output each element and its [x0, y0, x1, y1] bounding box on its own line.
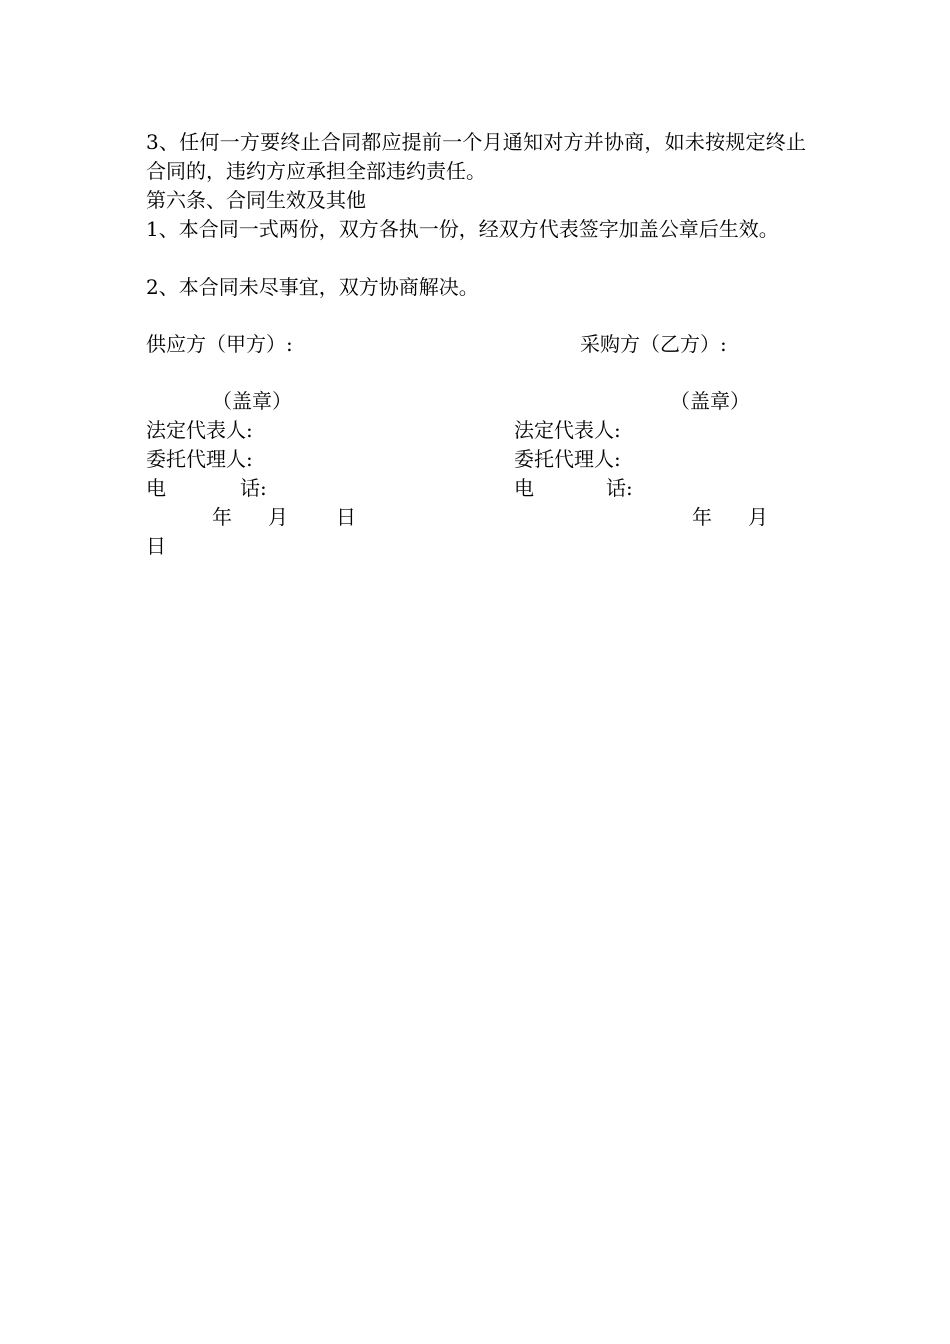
party-a-month: 月: [268, 505, 288, 529]
party-a-agent: 委托代理人:: [146, 447, 253, 471]
party-b-phone-char1: 电: [514, 476, 534, 500]
article-6-title: 第六条、合同生效及其他: [146, 188, 366, 212]
party-a-label: 供应方（甲方）:: [146, 332, 293, 356]
party-a-legal-rep: 法定代表人:: [146, 418, 253, 442]
party-b-label: 采购方（乙方）:: [580, 332, 727, 356]
party-a-phone-char2: 话:: [240, 476, 267, 500]
party-b-agent: 委托代理人:: [514, 447, 621, 471]
party-b-phone-char2: 话:: [606, 476, 633, 500]
clause-item-1: 1、本合同一式两份，双方各执一份，经双方代表签字加盖公章后生效。: [146, 217, 779, 241]
party-b-year: 年: [692, 505, 712, 529]
party-a-day: 日: [336, 505, 356, 529]
clause-item-2: 2、本合同未尽事宜，双方协商解决。: [146, 275, 479, 299]
party-b-day: 日: [146, 534, 166, 558]
party-b-month: 月: [748, 505, 768, 529]
party-b-seal: （盖章）: [670, 389, 750, 413]
party-a-year: 年: [212, 505, 232, 529]
party-b-legal-rep: 法定代表人:: [514, 418, 621, 442]
party-a-phone-char1: 电: [146, 476, 166, 500]
clause-item-3: 3、任何一方要终止合同都应提前一个月通知对方并协商，如未按规定终止合同的，违约方应承担全部违约责任。: [146, 130, 806, 183]
party-a-seal: （盖章）: [212, 389, 292, 413]
